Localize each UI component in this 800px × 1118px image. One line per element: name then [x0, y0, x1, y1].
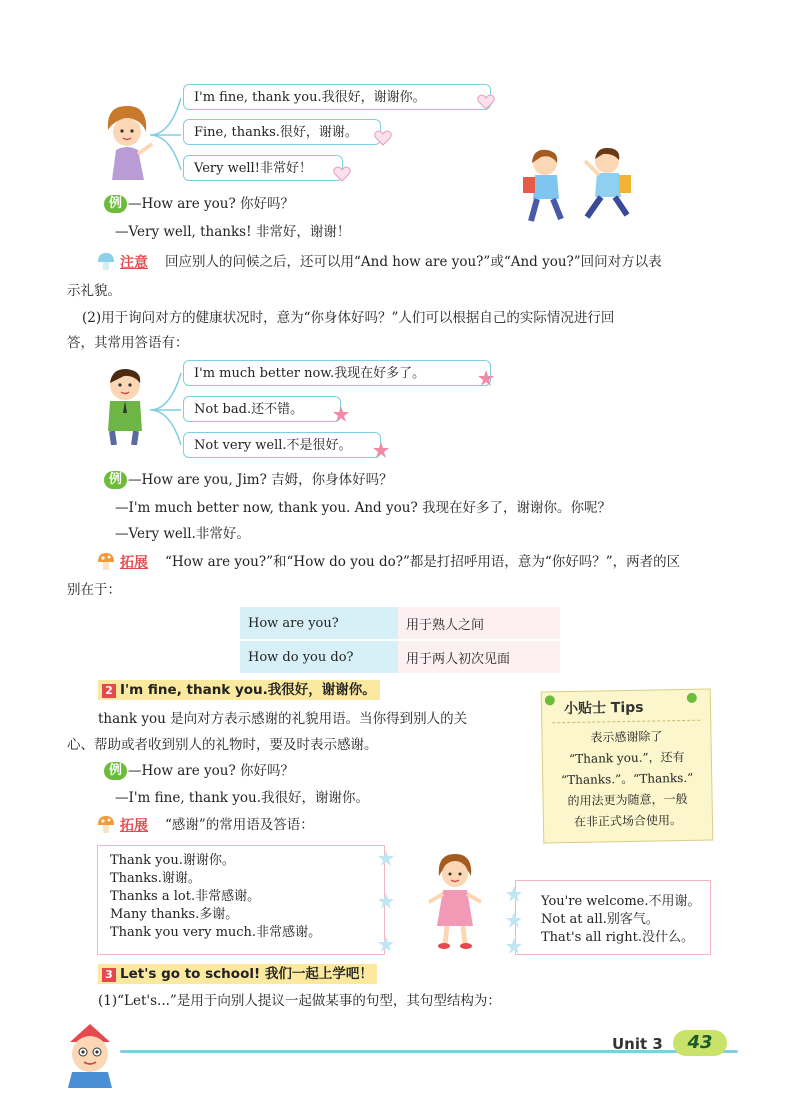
star-icon: [378, 936, 394, 952]
tips-line: 的用法更为随意，一般: [567, 791, 688, 809]
note-line: 示礼貌。: [67, 283, 121, 299]
health-bubble: [183, 396, 341, 422]
paragraph-line: (2)用于询问对方的健康状况时，意为“你身体好吗？”人们可以根据自己的实际情况进行回: [82, 310, 615, 326]
table-cell-phrase: How are you?: [240, 607, 398, 640]
health-bubble-text: Not bad.还不错。: [194, 402, 304, 417]
example-line: —How are you? 你好吗？: [128, 196, 295, 212]
reply-bubble-very-well: [183, 155, 343, 181]
mushroom-icon: [96, 252, 116, 272]
example-line: —How are you? 你好吗？: [128, 763, 295, 779]
health-bubble: [183, 360, 491, 386]
expand-tag: 拓展: [120, 818, 148, 834]
health-bubble-text: Not very well.不是很好。: [194, 438, 352, 453]
thanks-item: Many thanks.多谢。: [110, 907, 239, 922]
tips-line: 表示感谢除了: [590, 729, 663, 745]
section-number: 2: [102, 684, 116, 698]
girl-pink-illustration: [425, 850, 485, 950]
paragraph-line: 答，其常用答语有：: [67, 335, 189, 351]
pin-icon: [686, 692, 698, 704]
example-line: —I'm much better now, thank you. And you? 我现在好多了，谢谢你。你呢？: [115, 500, 611, 516]
reply-bubble-fine: [183, 84, 491, 110]
paragraph-line: thank you 是向对方表示感谢的礼貌用语。当你得到别人的关: [98, 711, 468, 727]
reply-bubble-text: Very well!非常好！: [194, 161, 312, 176]
pin-icon: [544, 694, 556, 706]
unit-label: Unit 3: [612, 1035, 663, 1053]
thanks-item: Thanks a lot.非常感谢。: [110, 889, 261, 904]
example-line: —I'm fine, thank you.我很好，谢谢你。: [115, 790, 369, 806]
section-heading: [98, 680, 380, 700]
section-heading: [98, 964, 377, 984]
heart-icon: [374, 130, 392, 146]
thanks-item: Thanks.谢谢。: [110, 871, 201, 886]
tips-line: 在非正式场合使用。: [573, 813, 683, 829]
tips-title: 小贴士 Tips: [563, 699, 644, 718]
health-bubble-text: I'm much better now.我现在好多了。: [194, 366, 426, 381]
table-row: [240, 640, 560, 673]
section-title: Let's go to school! 我们一起上学吧！: [120, 966, 373, 982]
example-tag: 例: [104, 471, 127, 489]
note-line: 回应别人的问候之后，还可以用“And how are you?”或“And you?”回问对方以表: [165, 254, 662, 270]
tips-line: “Thank you.”，还有: [568, 749, 685, 767]
expand-tag: 拓展: [120, 555, 148, 571]
section-number: 3: [102, 968, 116, 982]
star-icon: [506, 938, 522, 954]
example-line: —Very well.非常好。: [115, 526, 250, 542]
mushroom-icon: [96, 815, 116, 835]
mushroom-icon: [96, 552, 116, 572]
star-icon: [506, 886, 522, 902]
reply-item: That's all right.没什么。: [541, 930, 695, 945]
table-row: [240, 607, 560, 640]
tips-divider: [552, 720, 700, 724]
thanks-item: Thank you very much.非常感谢。: [110, 925, 322, 940]
reply-bubble-text: Fine, thanks.很好，谢谢。: [194, 125, 358, 140]
heart-icon: [477, 94, 495, 110]
expand-line: 别在于：: [67, 582, 121, 598]
thanks-item: Thank you.谢谢你。: [110, 853, 235, 868]
paragraph-line: 心、帮助或者收到别人的礼物时，要及时表示感谢。: [67, 737, 378, 753]
example-tag: 例: [104, 762, 127, 780]
compare-table: [240, 607, 560, 673]
star-icon: [478, 370, 494, 386]
reply-expressions-box: [515, 880, 711, 955]
kids-walking-illustration: [515, 145, 640, 227]
reply-item: Not at all.别客气。: [541, 912, 659, 927]
boy-illustration: [100, 365, 150, 445]
star-icon: [506, 912, 522, 928]
thanks-expressions-box: [97, 845, 385, 955]
health-bubble: [183, 432, 381, 458]
table-cell-usage: 用于两人初次见面: [398, 640, 560, 673]
table-cell-usage: 用于熟人之间: [398, 607, 560, 640]
section-title: I'm fine, thank you.我很好，谢谢你。: [120, 682, 376, 698]
reply-bubble-thanks: [183, 119, 381, 145]
page-number-badge: [673, 1030, 727, 1056]
heart-icon: [333, 166, 351, 182]
star-icon: [378, 893, 394, 909]
tips-note: [541, 689, 714, 844]
example-line: —How are you, Jim? 吉姆，你身体好吗？: [128, 472, 393, 488]
star-icon: [373, 442, 389, 458]
reply-bubble-text: I'm fine, thank you.我很好，谢谢你。: [194, 90, 426, 105]
example-tag: 例: [104, 195, 127, 213]
page-number: 43: [687, 1032, 713, 1053]
expand-line: “How are you?”和“How do you do?”都是打招呼用语，意为“你好吗？”，两者的区: [165, 554, 681, 570]
paragraph-line: (1)“Let's...”是用于向别人提议一起做某事的句型，其句型结构为：: [98, 993, 501, 1009]
mascot-illustration: [50, 1020, 130, 1088]
star-icon: [378, 850, 394, 866]
bubble-connector: [145, 90, 185, 180]
example-line: —Very well, thanks! 非常好，谢谢！: [115, 224, 351, 240]
bubble-connector: [145, 365, 185, 455]
table-cell-phrase: How do you do?: [240, 640, 398, 673]
star-icon: [333, 406, 349, 422]
reply-item: You're welcome.不用谢。: [541, 894, 701, 909]
tips-line: “Thanks.”。“Thanks.”: [560, 770, 694, 788]
note-tag: 注意: [120, 255, 148, 271]
expand-line: “感谢”的常用语及答语：: [165, 817, 314, 833]
